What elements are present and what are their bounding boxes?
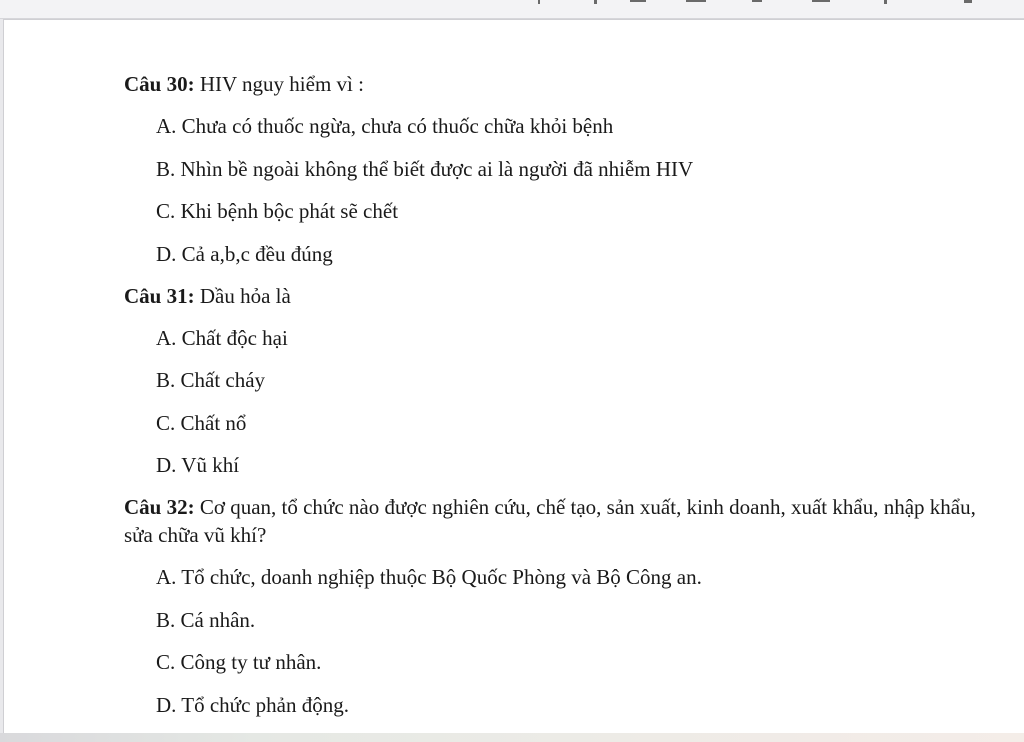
toolbar-glyph xyxy=(538,0,540,4)
toolbar-glyph xyxy=(686,0,706,2)
option-b: B. Chất cháy xyxy=(156,368,266,392)
option-c: C. Công ty tư nhân. xyxy=(156,650,322,674)
options-question-31 xyxy=(124,324,1004,480)
toolbar-glyph xyxy=(752,0,762,2)
bottom-edge xyxy=(0,733,1024,742)
options-question-32 xyxy=(124,563,1004,719)
option-c: C. Khi bệnh bộc phát sẽ chết xyxy=(156,199,399,223)
option-b: B. Nhìn bề ngoài không thể biết được ai là người đã nhiễm HIV xyxy=(156,156,694,181)
option-d: D. Vũ khí xyxy=(156,453,240,477)
toolbar-glyph xyxy=(630,0,646,2)
option-c: C. Chất nổ xyxy=(156,410,247,435)
option-a: A. Chưa có thuốc ngừa, chưa có thuốc chữa khỏi bệnh xyxy=(156,114,614,138)
options-question-30 xyxy=(124,112,1004,268)
question-31 xyxy=(124,282,1004,310)
viewer-toolbar-strip xyxy=(0,0,1024,19)
option-d: D. Cả a,b,c đều đúng xyxy=(156,241,333,266)
option-d: D. Tổ chức phản động. xyxy=(156,692,349,717)
question-text: Cơ quan, tổ chức nào được nghiên cứu, chế tạo, sản xuất, kinh doanh, xuất khẩu, nhập khẩu, sửa chữa vũ khí? xyxy=(124,495,976,547)
question-number: Câu 31: xyxy=(124,283,195,308)
question-30 xyxy=(124,70,1004,98)
option-b: B. Cá nhân. xyxy=(156,607,256,632)
document-content xyxy=(124,70,1004,733)
toolbar-glyph xyxy=(964,0,972,3)
toolbar-glyph xyxy=(594,0,597,4)
question-number: Câu 32: xyxy=(124,495,195,519)
toolbar-glyph xyxy=(884,0,887,4)
toolbar-glyph xyxy=(812,0,830,2)
question-number: Câu 30: xyxy=(124,72,195,96)
question-text: HIV nguy hiểm vì : xyxy=(199,72,364,96)
option-a: A. Chất độc hại xyxy=(156,325,288,350)
question-32 xyxy=(124,493,1004,549)
question-text: Dầu hỏa là xyxy=(199,283,291,308)
option-a: A. Tổ chức, doanh nghiệp thuộc Bộ Quốc Phòng và Bộ Công an. xyxy=(156,565,702,589)
